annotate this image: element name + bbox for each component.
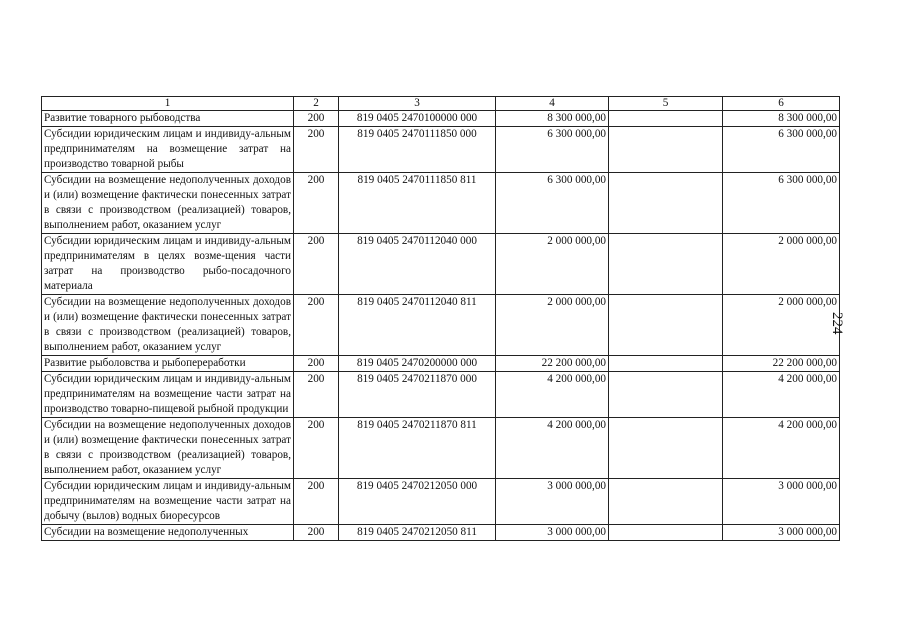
row-sum-col4: 4 200 000,00 (496, 418, 609, 479)
page-number: 224 (829, 312, 845, 335)
row-sum-col5 (609, 173, 723, 234)
row-sum-col5 (609, 356, 723, 372)
row-sum-col5 (609, 234, 723, 295)
row-sum-col5 (609, 372, 723, 418)
row-kbk: 819 0405 2470200000 000 (339, 356, 496, 372)
row-name: Субсидии юридическим лицам и индивиду-альным предпринимателям на возмещение части затрат на производство товарно-пищевой рыбной продукции (42, 372, 294, 418)
row-sum-col4: 6 300 000,00 (496, 127, 609, 173)
row-sum-col4: 8 300 000,00 (496, 111, 609, 127)
row-code: 200 (294, 111, 339, 127)
row-kbk: 819 0405 2470212050 000 (339, 479, 496, 525)
table-row (42, 173, 840, 234)
row-kbk: 819 0405 2470111850 811 (339, 173, 496, 234)
row-sum-col6: 2 000 000,00 (723, 295, 840, 356)
table-row (42, 295, 840, 356)
row-code: 200 (294, 127, 339, 173)
row-kbk: 819 0405 2470212050 811 (339, 525, 496, 541)
row-sum-col6: 6 300 000,00 (723, 173, 840, 234)
table-row (42, 525, 840, 541)
row-sum-col5 (609, 111, 723, 127)
header-row (42, 97, 840, 111)
column-header-6: 6 (723, 97, 840, 111)
row-kbk: 819 0405 2470112040 000 (339, 234, 496, 295)
budget-table (41, 96, 840, 541)
row-name: Субсидии на возмещение недополученных доходов и (или) возмещение фактически понесенных затрат в связи с производством (реализацией) товаров, выполнением работ, оказанием услуг (42, 418, 294, 479)
table-row (42, 356, 840, 372)
column-header-5: 5 (609, 97, 723, 111)
row-sum-col6: 4 200 000,00 (723, 372, 840, 418)
row-sum-col4: 4 200 000,00 (496, 372, 609, 418)
row-sum-col5 (609, 418, 723, 479)
row-code: 200 (294, 173, 339, 234)
row-name: Развитие товарного рыбоводства (42, 111, 294, 127)
table-row (42, 127, 840, 173)
table-row (42, 111, 840, 127)
row-sum-col4: 6 300 000,00 (496, 173, 609, 234)
table-row (42, 372, 840, 418)
row-sum-col4: 22 200 000,00 (496, 356, 609, 372)
row-code: 200 (294, 356, 339, 372)
row-kbk: 819 0405 2470111850 000 (339, 127, 496, 173)
row-sum-col5 (609, 525, 723, 541)
row-sum-col4: 2 000 000,00 (496, 295, 609, 356)
row-name: Субсидии на возмещение недополученных доходов и (или) возмещение фактически понесенных затрат в связи с производством (реализацией) товаров, выполнением работ, оказанием услуг (42, 295, 294, 356)
column-header-2: 2 (294, 97, 339, 111)
column-header-1: 1 (42, 97, 294, 111)
row-name: Субсидии юридическим лицам и индивиду-альным предпринимателям на возмещение части затрат на добычу (вылов) водных биоресурсов (42, 479, 294, 525)
row-sum-col6: 4 200 000,00 (723, 418, 840, 479)
row-sum-col5 (609, 295, 723, 356)
row-code: 200 (294, 479, 339, 525)
row-code: 200 (294, 418, 339, 479)
row-name: Субсидии юридическим лицам и индивиду-альным предпринимателям в целях возме-щения части затрат на производство рыбо-посадочного материала (42, 234, 294, 295)
row-sum-col6: 6 300 000,00 (723, 127, 840, 173)
row-code: 200 (294, 525, 339, 541)
row-sum-col4: 3 000 000,00 (496, 479, 609, 525)
row-sum-col6: 22 200 000,00 (723, 356, 840, 372)
table-body (42, 111, 840, 541)
column-header-4: 4 (496, 97, 609, 111)
row-kbk: 819 0405 2470112040 811 (339, 295, 496, 356)
row-name: Субсидии на возмещение недополученных доходов и (или) возмещение фактически понесенных затрат в связи с производством (реализацией) товаров, выполнением работ, оказанием услуг (42, 173, 294, 234)
row-sum-col5 (609, 479, 723, 525)
row-sum-col6: 3 000 000,00 (723, 479, 840, 525)
row-kbk: 819 0405 2470211870 811 (339, 418, 496, 479)
column-header-3: 3 (339, 97, 496, 111)
row-sum-col6: 8 300 000,00 (723, 111, 840, 127)
table-row (42, 479, 840, 525)
row-code: 200 (294, 234, 339, 295)
table-row (42, 418, 840, 479)
row-name: Субсидии на возмещение недополученных (42, 525, 294, 541)
row-sum-col4: 2 000 000,00 (496, 234, 609, 295)
row-sum-col5 (609, 127, 723, 173)
table-row (42, 234, 840, 295)
row-code: 200 (294, 372, 339, 418)
row-name: Субсидии юридическим лицам и индивиду-альным предпринимателям на возмещение затрат на производство товарной рыбы (42, 127, 294, 173)
row-name: Развитие рыболовства и рыбопереработки (42, 356, 294, 372)
row-kbk: 819 0405 2470211870 000 (339, 372, 496, 418)
row-code: 200 (294, 295, 339, 356)
row-sum-col4: 3 000 000,00 (496, 525, 609, 541)
row-sum-col6: 3 000 000,00 (723, 525, 840, 541)
row-kbk: 819 0405 2470100000 000 (339, 111, 496, 127)
row-sum-col6: 2 000 000,00 (723, 234, 840, 295)
